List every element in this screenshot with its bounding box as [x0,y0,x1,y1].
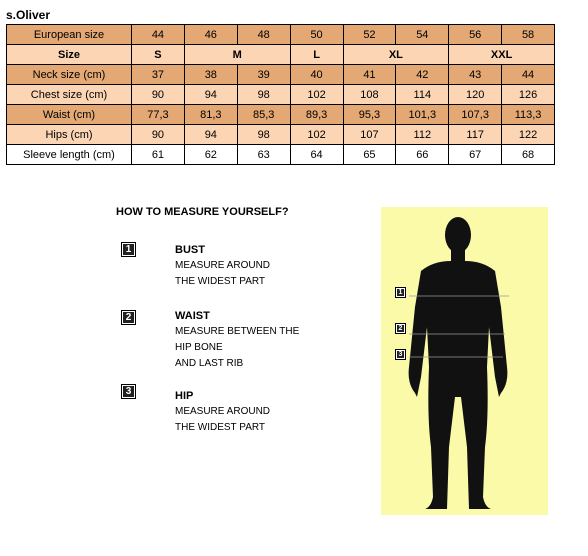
table-cell: XL [343,45,449,65]
table-cell: 50 [290,25,343,45]
table-cell: 107,3 [449,105,502,125]
table-row-waist [7,105,555,125]
figure-marker-2: 2 [395,323,406,334]
table-row-hips [7,125,555,145]
table-cell: 120 [449,85,502,105]
table-cell: 48 [237,25,290,45]
table-cell: 98 [237,125,290,145]
step-text [175,388,270,436]
figure-marker-3: 3 [395,349,406,360]
table-cell: 44 [502,65,555,85]
table-cell: 44 [132,25,185,45]
step-text [175,308,299,372]
table-cell: 56 [449,25,502,45]
table-cell: 63 [237,145,290,165]
table-cell: L [290,45,343,65]
table-cell: 52 [343,25,396,45]
table-cell: XXL [449,45,555,65]
step-text [175,242,270,290]
table-cell: 107 [343,125,396,145]
table-cell: 68 [502,145,555,165]
table-cell: 46 [184,25,237,45]
table-cell: 62 [184,145,237,165]
step-number-badge: 3 [121,384,136,399]
step-line: MEASURE AROUND [175,406,271,417]
step-number-badge: 2 [121,310,136,325]
table-cell: 39 [237,65,290,85]
table-cell: 94 [184,85,237,105]
table-cell: 58 [502,25,555,45]
measurement-figure [381,207,548,515]
table-cell: 114 [396,85,449,105]
table-cell: 40 [290,65,343,85]
silhouette-icon [381,207,548,515]
step-line: HIP BONE [175,342,223,353]
table-cell: 61 [132,145,185,165]
table-cell: 98 [237,85,290,105]
table-cell: 65 [343,145,396,165]
table-cell: 90 [132,85,185,105]
step-number-badge: 1 [121,242,136,257]
table-cell: 77,3 [132,105,185,125]
table-cell: 102 [290,85,343,105]
step-line: MEASURE BETWEEN THE [175,326,300,337]
table-row-chest [7,85,555,105]
step-line: THE WIDEST PART [175,422,266,433]
figure-marker-1: 1 [395,287,406,298]
row-label: Hips (cm) [7,125,132,145]
table-cell: 42 [396,65,449,85]
table-cell: 122 [502,125,555,145]
table-row-european-size [7,25,555,45]
table-cell: 64 [290,145,343,165]
table-cell: 41 [343,65,396,85]
row-label: Size [7,45,132,65]
step-heading: HIP [175,390,194,402]
table-cell: 94 [184,125,237,145]
step-line: MEASURE AROUND [175,260,271,271]
table-cell: 108 [343,85,396,105]
size-chart-table [6,24,555,165]
row-label: European size [7,25,132,45]
table-cell: 126 [502,85,555,105]
table-row-neck [7,65,555,85]
step-heading: BUST [175,244,205,256]
brand-name: s.Oliver [6,8,51,22]
table-cell: 95,3 [343,105,396,125]
table-cell: M [184,45,290,65]
table-cell: 117 [449,125,502,145]
table-cell: 102 [290,125,343,145]
table-row-sleeve [7,145,555,165]
table-cell: 101,3 [396,105,449,125]
howto-title: HOW TO MEASURE YOURSELF? [116,206,289,218]
row-label: Chest size (cm) [7,85,132,105]
table-cell: 112 [396,125,449,145]
table-cell: 67 [449,145,502,165]
table-cell: 90 [132,125,185,145]
row-label: Sleeve length (cm) [7,145,132,165]
table-cell: 85,3 [237,105,290,125]
table-cell: 113,3 [502,105,555,125]
step-line: AND LAST RIB [175,358,244,369]
table-row-size [7,45,555,65]
row-label: Waist (cm) [7,105,132,125]
table-cell: 37 [132,65,185,85]
table-cell: 81,3 [184,105,237,125]
step-heading: WAIST [175,310,210,322]
table-cell: 66 [396,145,449,165]
table-cell: S [132,45,185,65]
table-cell: 54 [396,25,449,45]
table-cell: 43 [449,65,502,85]
step-line: THE WIDEST PART [175,276,266,287]
row-label: Neck size (cm) [7,65,132,85]
table-cell: 38 [184,65,237,85]
table-cell: 89,3 [290,105,343,125]
